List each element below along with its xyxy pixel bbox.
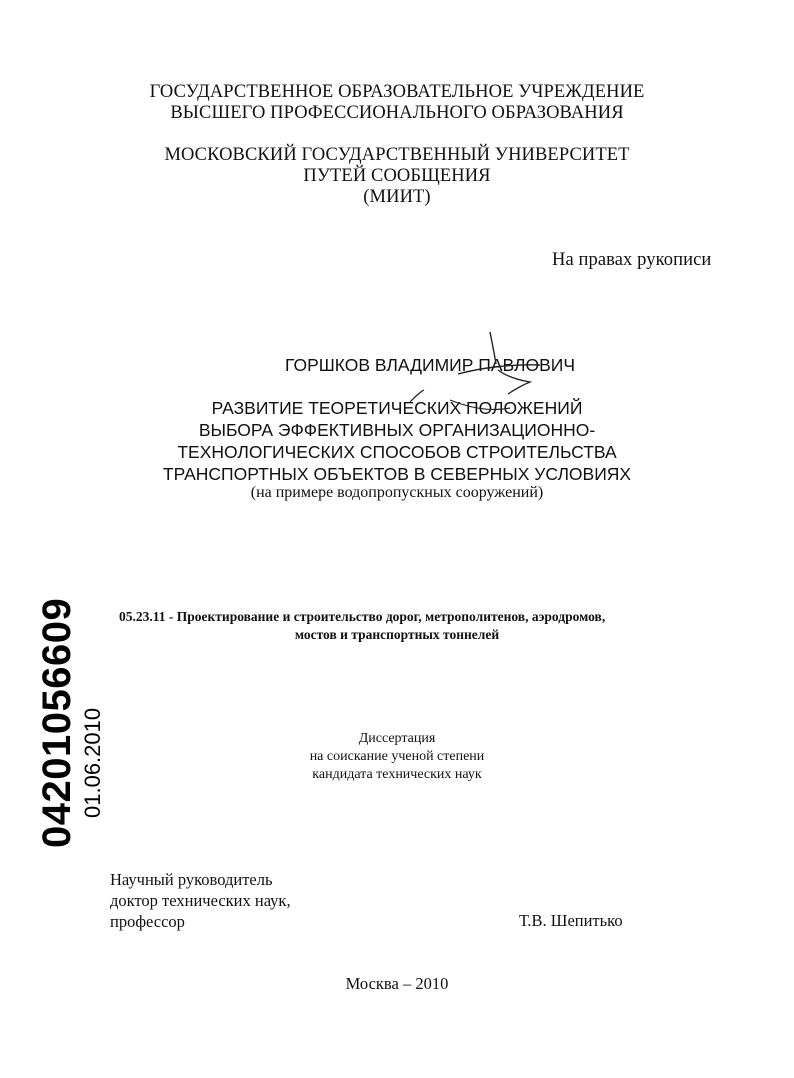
dissertation-line-3: кандидата технических наук — [312, 767, 482, 782]
footer-city-year: Москва – 2010 — [345, 974, 449, 993]
supervisor-name: Т.В. Шепитько — [519, 911, 623, 930]
supervisor-line-2: доктор технических наук, — [110, 891, 291, 910]
institution-line-5: (МИИТ) — [363, 187, 431, 207]
institution-line-4: ПУТЕЙ СООБЩЕНИЯ — [303, 166, 491, 186]
stamp-date: 01.06.2010 — [80, 707, 105, 818]
specialty-line-2: мостов и транспортных тоннелей — [294, 627, 500, 642]
author-name: ГОРШКОВ ВЛАДИМИР ПАВЛОВИЧ — [284, 355, 576, 375]
stamp-number: 04201056609 — [35, 597, 79, 848]
supervisor-line-3: профессор — [110, 912, 185, 931]
institution-line-2: ВЫСШЕГО ПРОФЕССИОНАЛЬНОГО ОБРАЗОВАНИЯ — [170, 103, 624, 123]
dissertation-line-2: на соискание ученой степени — [309, 749, 485, 764]
institution-line-1: ГОСУДАРСТВЕННОЕ ОБРАЗОВАТЕЛЬНОЕ УЧРЕЖДЕНИЕ — [149, 82, 645, 102]
institution-line-3: МОСКОВСКИЙ ГОСУДАРСТВЕННЫЙ УНИВЕРСИТЕТ — [164, 145, 630, 165]
title-line-1: РАЗВИТИЕ ТЕОРЕТИЧЕСКИХ ПОЛОЖЕНИЙ — [211, 398, 583, 418]
handwritten-correction-mark — [380, 330, 580, 420]
title-line-3: ТЕХНОЛОГИЧЕСКИХ СПОСОБОВ СТРОИТЕЛЬСТВА — [177, 442, 617, 462]
supervisor-line-1: Научный руководитель — [110, 870, 273, 889]
title-line-4: ТРАНСПОРТНЫХ ОБЪЕКТОВ В СЕВЕРНЫХ УСЛОВИЯХ — [162, 464, 632, 484]
specialty-line-1: 05.23.11 - Проектирование и строительство дорог, метрополитенов, аэродромов, — [119, 609, 606, 624]
rights-note: На правах рукописи — [552, 250, 712, 270]
title-subtitle: (на примере водопропускных сооружений) — [250, 484, 544, 501]
dissertation-line-1: Диссертация — [358, 731, 436, 746]
title-line-2: ВЫБОРА ЭФФЕКТИВНЫХ ОРГАНИЗАЦИОННО- — [198, 420, 596, 440]
